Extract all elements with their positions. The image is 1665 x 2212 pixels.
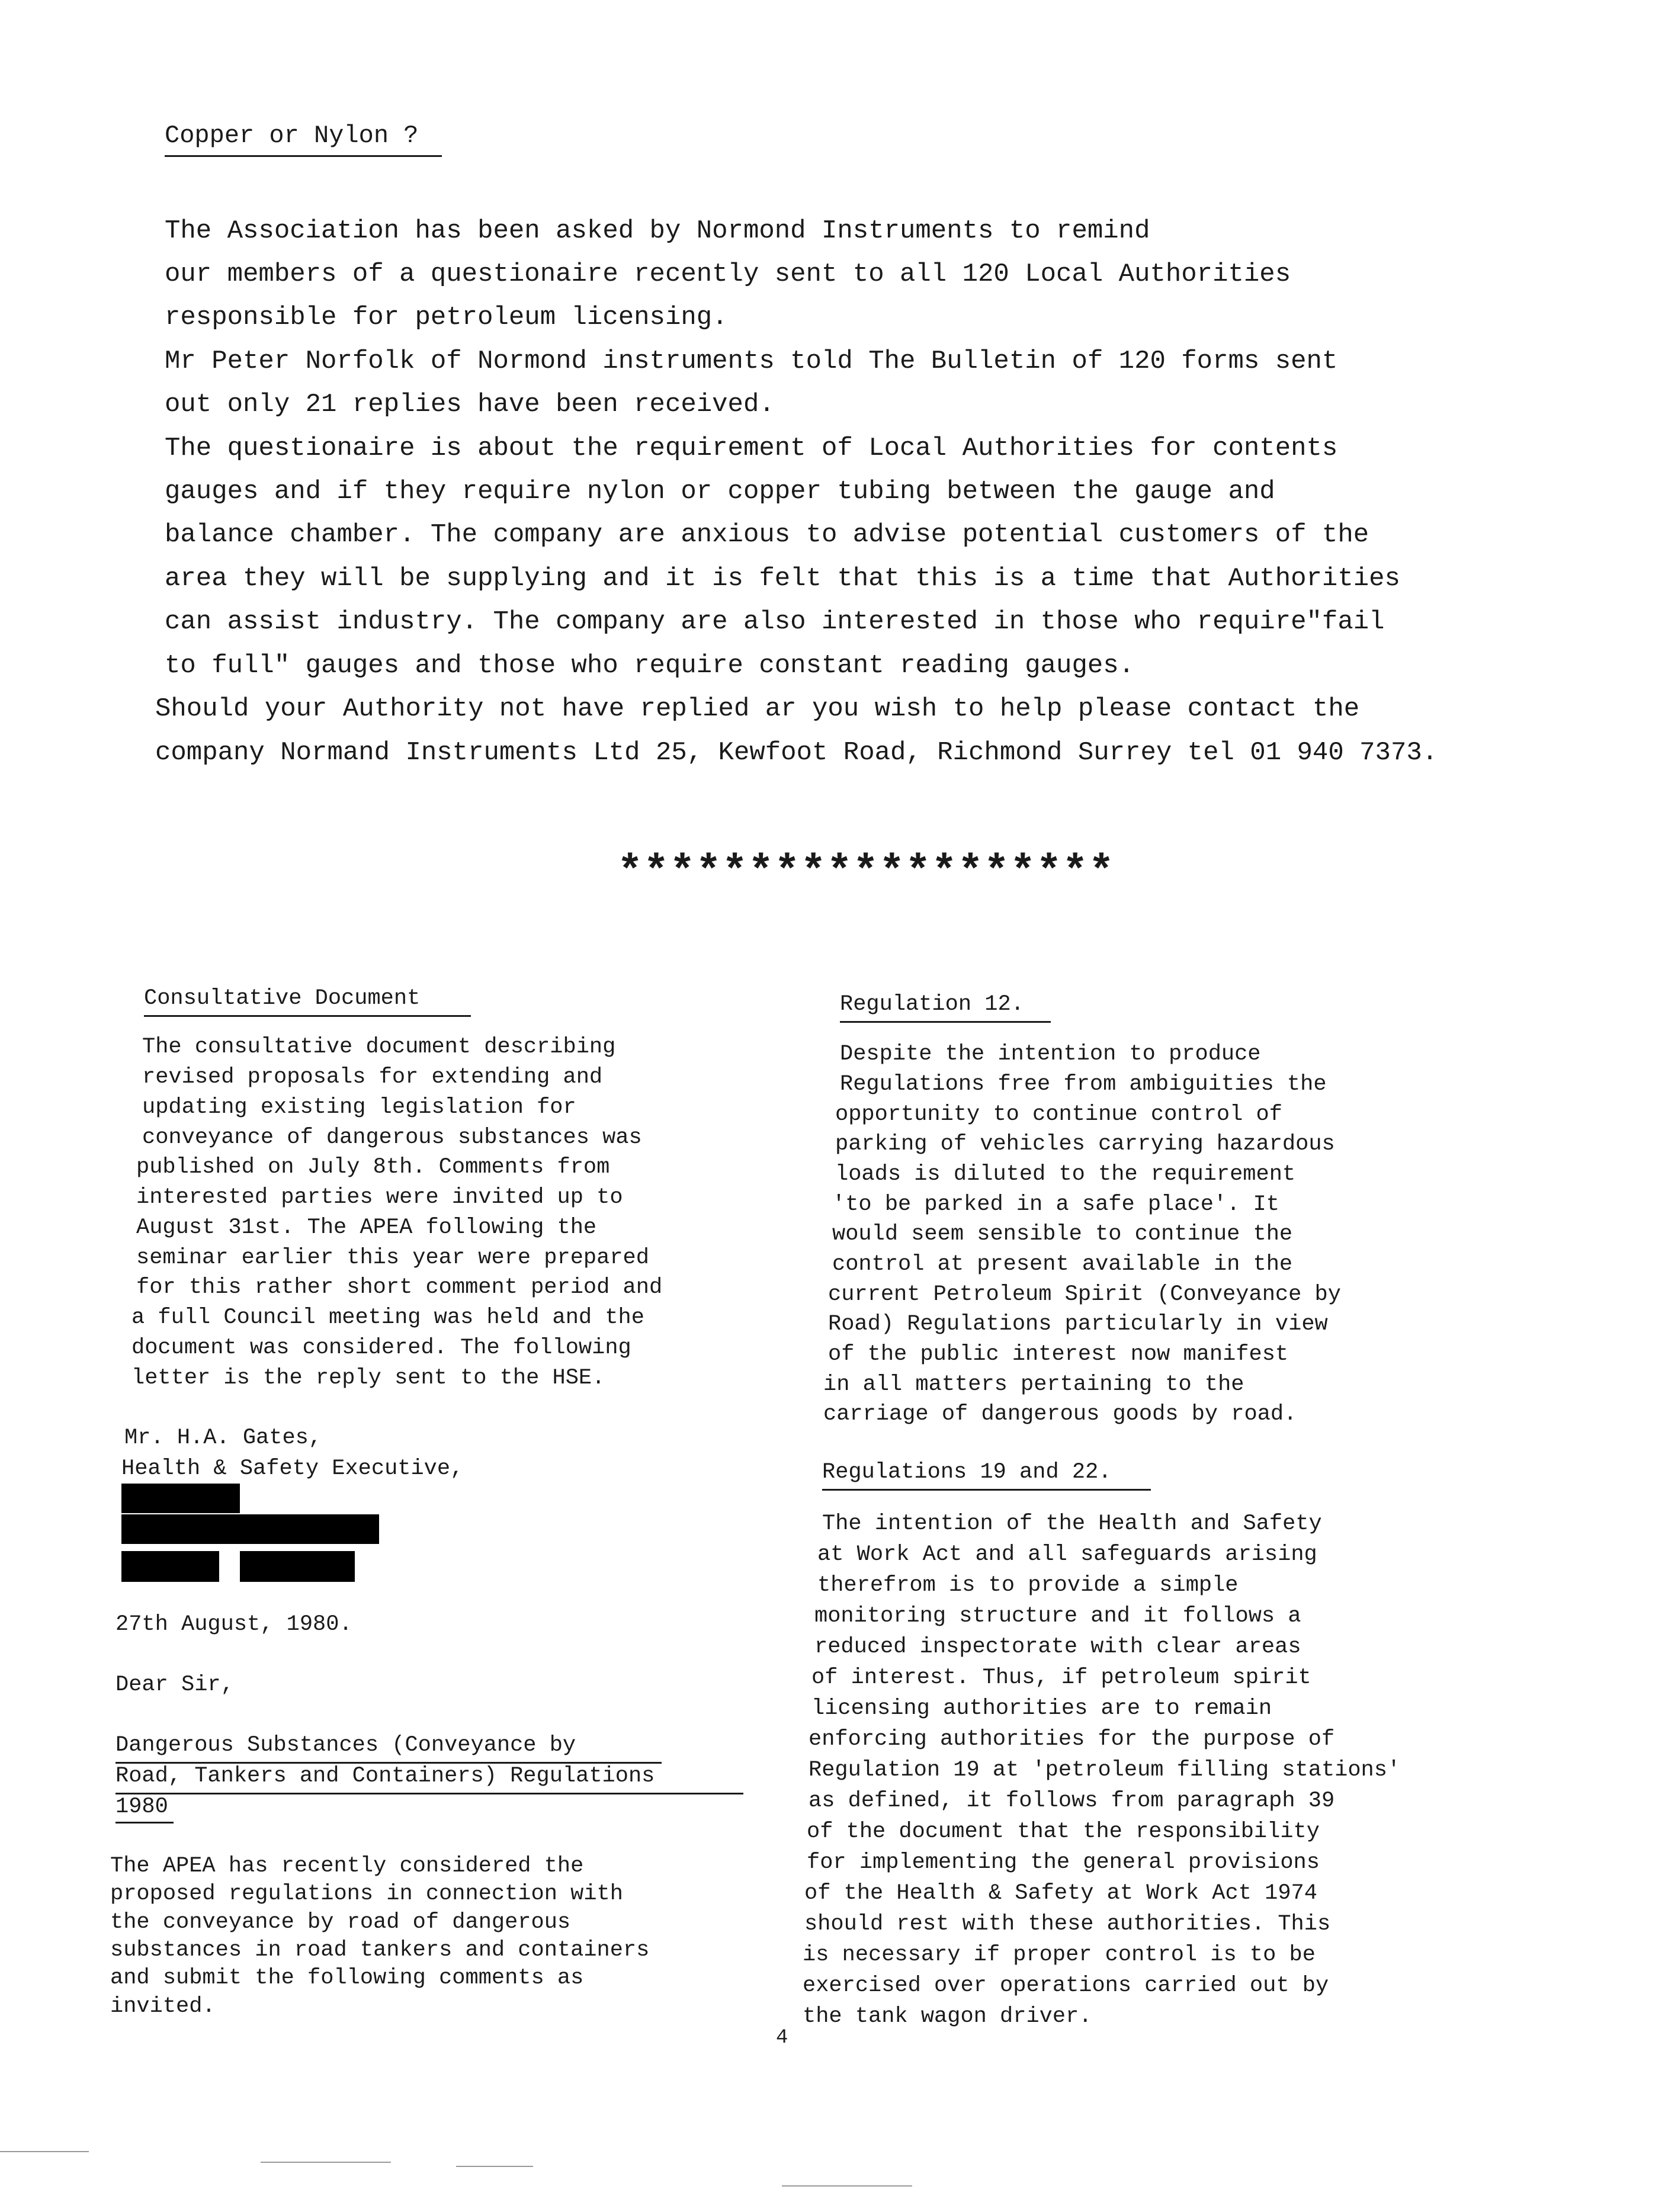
column-line: carriage of dangerous goods by road. — [823, 1402, 1297, 1427]
column-line: licensing authorities are to remain — [811, 1696, 1272, 1721]
column-line: interested parties were invited up to — [136, 1185, 623, 1210]
column-line: as defined, it follows from paragraph 39 — [809, 1789, 1335, 1813]
column-line: Regulation 19 at 'petroleum filling stations' — [809, 1758, 1401, 1783]
column-line: in all matters pertaining to the — [823, 1372, 1244, 1397]
subject-underline — [116, 1822, 174, 1823]
column-line: of the Health & Safety at Work Act 1974 — [804, 1881, 1317, 1906]
heading-underline — [840, 1021, 1051, 1023]
scan-artifact — [456, 2166, 533, 2167]
article-line: to full" gauges and those who require constant reading gauges. — [165, 651, 1135, 680]
column-line: of the public interest now manifest — [828, 1342, 1289, 1367]
letter-date: 27th August, 1980. — [116, 1612, 352, 1637]
letter-salutation: Dear Sir, — [116, 1672, 234, 1697]
column-line: enforcing authorities for the purpose of — [809, 1727, 1335, 1752]
redaction-block — [240, 1551, 355, 1582]
letter-body-line: and submit the following comments as — [110, 1966, 584, 1991]
regulation-12-heading: Regulation 12. — [840, 992, 1024, 1017]
column-line: document was considered. The following — [131, 1335, 631, 1360]
letter-body-line: the conveyance by road of dangerous — [110, 1910, 571, 1935]
column-line: The consultative document describing — [142, 1035, 616, 1060]
column-line: of the document that the responsibility — [807, 1819, 1320, 1844]
column-line: monitoring structure and it follows a — [814, 1604, 1301, 1629]
redaction-block — [121, 1551, 219, 1582]
article-line: can assist industry. The company are also interested in those who require"fail — [165, 607, 1385, 637]
column-line: updating existing legislation for — [142, 1095, 576, 1120]
column-line: conveyance of dangerous substances was — [142, 1125, 642, 1150]
column-line: control at present available in the — [832, 1252, 1293, 1277]
column-line: seminar earlier this year were prepared — [136, 1245, 649, 1270]
redaction-block — [121, 1514, 379, 1544]
column-line: for implementing the general provisions — [807, 1850, 1320, 1875]
column-line: at Work Act and all safeguards arising — [817, 1542, 1317, 1567]
column-line: is necessary if proper control is to be — [803, 1943, 1316, 1967]
subject-line: Road, Tankers and Containers) Regulations — [116, 1764, 655, 1789]
scan-artifact — [782, 2185, 912, 2187]
letter-body-line: The APEA has recently considered the — [110, 1854, 584, 1879]
column-line: should rest with these authorities. This — [804, 1912, 1331, 1937]
heading-underline — [822, 1489, 1151, 1491]
article-line: area they will be supplying and it is felt that this is a time that Authorities — [165, 564, 1400, 593]
article-line: gauges and if they require nylon or copper tubing between the gauge and — [165, 477, 1275, 506]
column-line: for this rather short comment period and — [136, 1275, 663, 1300]
heading-underline — [144, 1015, 471, 1017]
subject-underline — [116, 1793, 743, 1794]
title-underline — [165, 155, 442, 157]
column-line: opportunity to continue control of — [835, 1102, 1282, 1127]
addressee-name: Mr. H.A. Gates, — [124, 1426, 322, 1450]
column-line: Regulations free from ambiguities the — [840, 1072, 1327, 1097]
letter-body-line: substances in road tankers and containers — [110, 1938, 650, 1963]
column-line: the tank wagon driver. — [803, 2004, 1092, 2029]
article-line: responsible for petroleum licensing. — [165, 303, 728, 332]
column-line: parking of vehicles carrying hazardous — [835, 1132, 1335, 1157]
subject-line: 1980 — [116, 1794, 168, 1819]
article-line: Mr Peter Norfolk of Normond instruments told The Bulletin of 120 forms sent — [165, 346, 1338, 376]
article-line: The Association has been asked by Normond Instruments to remind — [165, 216, 1150, 246]
column-line: August 31st. The APEA following the — [136, 1215, 597, 1240]
article-title: Copper or Nylon ? — [165, 121, 419, 150]
column-line: The intention of the Health and Safety — [822, 1511, 1322, 1536]
article-line: our members of a questionaire recently sent to all 120 Local Authorities — [165, 259, 1291, 289]
column-line: would seem sensible to continue the — [832, 1222, 1293, 1247]
column-line: letter is the reply sent to the HSE. — [131, 1366, 605, 1391]
column-line: 'to be parked in a safe place'. It — [832, 1192, 1279, 1217]
section-separator: ******************* — [617, 848, 1115, 897]
addressee-organisation: Health & Safety Executive, — [121, 1456, 464, 1481]
column-line: published on July 8th. Comments from — [136, 1155, 610, 1180]
scan-artifact — [0, 2151, 89, 2152]
column-line: Road) Regulations particularly in view — [828, 1312, 1328, 1337]
letter-body-line: invited. — [110, 1994, 216, 2019]
letter-body-line: proposed regulations in connection with — [110, 1882, 623, 1906]
column-line: exercised over operations carried out by — [803, 1973, 1329, 1998]
column-line: reduced inspectorate with clear areas — [814, 1635, 1301, 1659]
column-line: of interest. Thus, if petroleum spirit — [811, 1665, 1311, 1690]
scan-artifact — [261, 2162, 391, 2163]
column-line: revised proposals for extending and — [142, 1065, 603, 1090]
article-line: balance chamber. The company are anxious to advise potential customers of the — [165, 520, 1369, 550]
column-line: a full Council meeting was held and the — [131, 1305, 644, 1330]
article-line: company Normand Instruments Ltd 25, Kewfoot Road, Richmond Surrey tel 01 940 7373. — [155, 738, 1438, 768]
regulations-19-22-heading: Regulations 19 and 22. — [822, 1460, 1112, 1485]
column-line: current Petroleum Spirit (Conveyance by — [828, 1282, 1341, 1307]
page-number: 4 — [776, 2027, 788, 2049]
subject-line: Dangerous Substances (Conveyance by — [116, 1733, 576, 1758]
column-line: loads is diluted to the requirement — [835, 1162, 1296, 1187]
redaction-block — [121, 1484, 240, 1513]
article-line: The questionaire is about the requirement of Local Authorities for contents — [165, 434, 1338, 463]
article-line: out only 21 replies have been received. — [165, 390, 775, 419]
consultative-heading: Consultative Document — [144, 986, 421, 1011]
column-line: Despite the intention to produce — [840, 1042, 1261, 1067]
article-line: Should your Authority not have replied ar you wish to help please contact the — [155, 694, 1360, 724]
column-line: therefrom is to provide a simple — [817, 1573, 1239, 1598]
